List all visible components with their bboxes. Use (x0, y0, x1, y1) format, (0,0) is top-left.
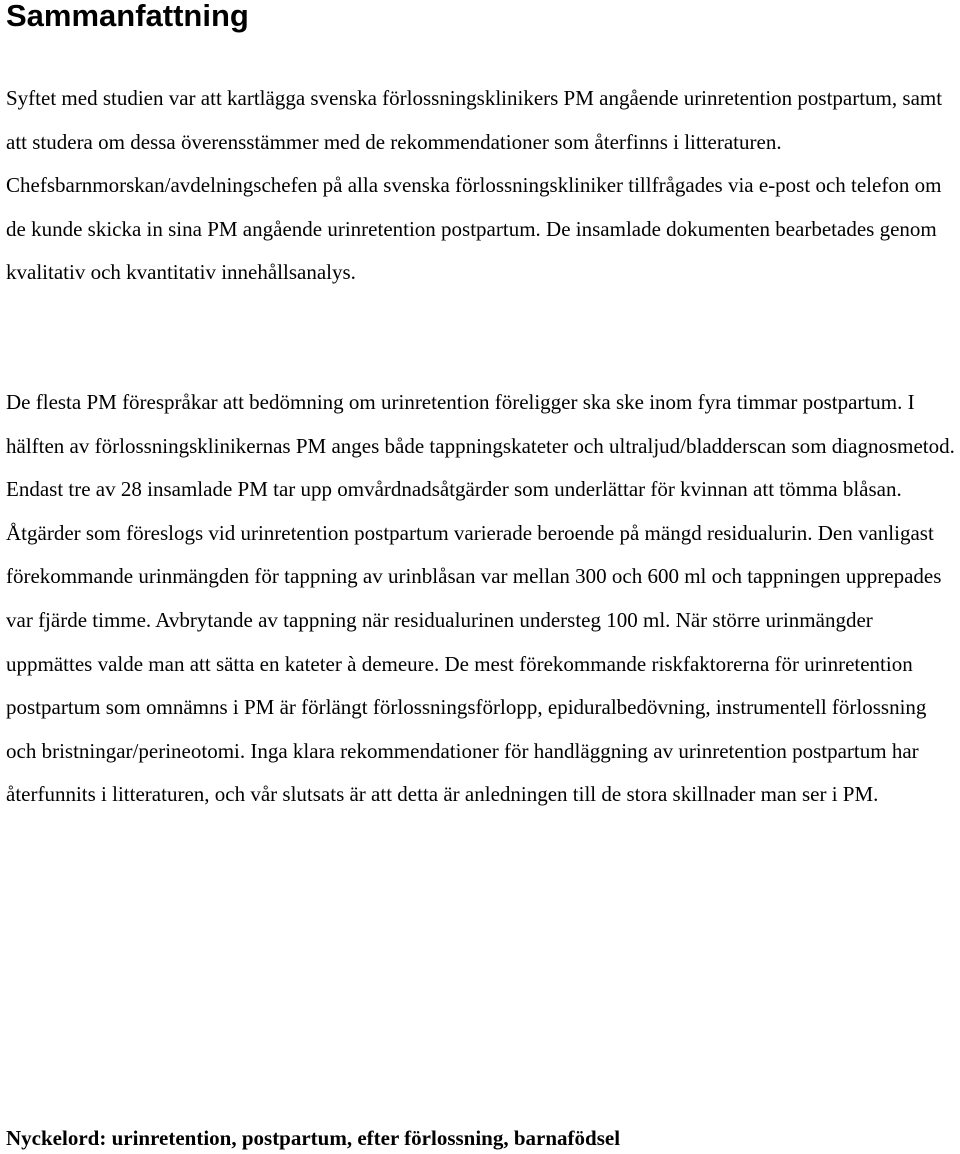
abstract-paragraph-1: Syftet med studien var att kartlägga svenska förlossningsklinikers PM angående urinretention postpartum, samt att studera om dessa överensstämmer med de rekommendationer som återfinns i litteraturen. Chefsbarnmorskan/avdelningschefen på alla svenska förlossningskliniker tillfrågades via e-post och telefon om de kunde skicka in sina PM angående urinretention postpartum. De insamlade dokumenten bearbetades genom kvalitativ och kvantitativ innehållsanalys. (6, 86, 943, 285)
page-heading: Sammanfattning (6, 0, 249, 33)
keywords-line: Nyckelord: urinretention, postpartum, efter förlossning, barnafödsel (6, 1126, 621, 1150)
abstract-paragraph-2: De flesta PM förespråkar att bedömning om urinretention föreligger ska ske inom fyra timmar postpartum. I hälften av förlossningsklinikernas PM anges både tappningskateter och ultraljud/bladderscan som diagnosmetod. Endast tre av 28 insamlade PM tar upp omvårdnadsåtgärder som underlättar för kvinnan att tömma blåsan. Åtgärder som föreslogs vid urinretention postpartum varierade beroende på mängd residualurin. Den vanligast förekommande urinmängden för tappning av urinblåsan var mellan 300 och 600 ml och tappningen upprepades var fjärde timme. Avbrytande av tappning när residualurinen understeg 100 ml. När större urinmängder uppmättes valde man att sätta en kateter à demeure. De mest förekommande riskfaktorerna för urinretention postpartum som omnämns i PM är förlängt förlossningsförlopp, epiduralbedövning, instrumentell förlossning och bristningar/perineotomi. Inga klara rekommendationer för handläggning av urinretention postpartum har återfunnits i litteraturen, och vår slutsats är att detta är anledningen till de stora skillnader man ser i PM. (6, 390, 955, 807)
